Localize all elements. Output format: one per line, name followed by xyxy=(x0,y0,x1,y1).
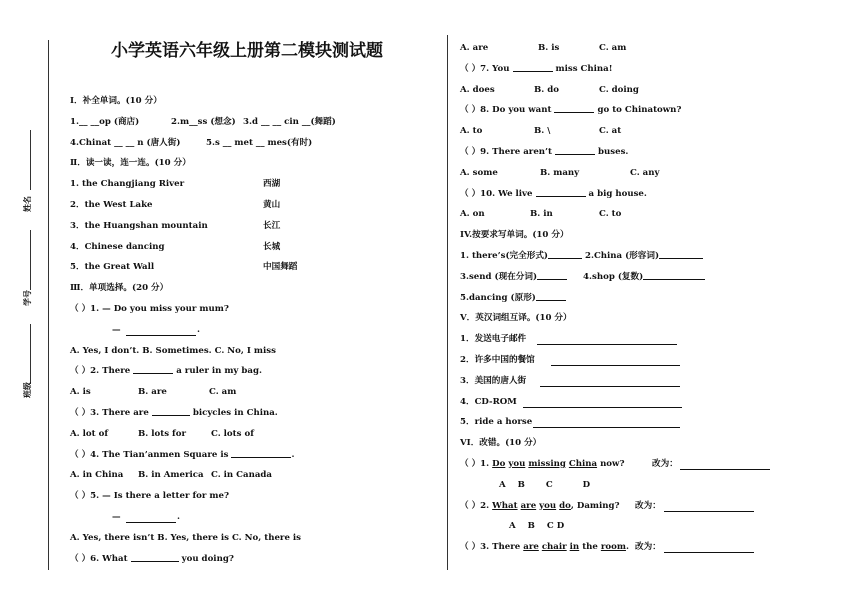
option-a: A. are xyxy=(460,43,489,53)
underlined-word: do xyxy=(559,500,571,511)
option-letters: A B C D xyxy=(509,521,565,532)
section1-row2 xyxy=(70,133,440,154)
word-fill-2: 2.m__ss (想念) xyxy=(171,116,236,127)
translate-row xyxy=(460,350,840,371)
dash: — xyxy=(112,324,121,335)
question-9 xyxy=(460,142,840,163)
sentence-end: . xyxy=(625,542,629,553)
translate-item: 4．CD-ROM xyxy=(460,396,517,407)
name-write-line xyxy=(30,130,31,190)
question-1-options: A. Yes, I don’t. B. Sometimes. C. No, I miss xyxy=(70,345,276,356)
answer-blank[interactable] xyxy=(536,290,566,301)
answer-blank[interactable] xyxy=(537,269,567,280)
answer-blank[interactable] xyxy=(664,542,754,553)
answer-blank[interactable] xyxy=(126,325,196,336)
section6-heading: VI．改错。(10 分） xyxy=(460,438,542,449)
underlined-word: you xyxy=(508,458,526,469)
section4-row1 xyxy=(460,246,840,267)
question-5-options: A. Yes, there isn’t B. Yes, there is C. No, there is xyxy=(70,532,302,543)
question-9-text-end: buses. xyxy=(598,146,629,157)
sentence-end: now? xyxy=(600,458,625,469)
answer-blank[interactable] xyxy=(664,501,754,512)
match-row xyxy=(70,195,440,216)
section5-heading: V．英汉词组互译。(10 分） xyxy=(460,313,572,324)
correction-3 xyxy=(460,537,840,558)
section4-row3 xyxy=(460,288,840,309)
match-en: 5．the Great Wall xyxy=(70,262,155,273)
option-b: B. in America xyxy=(138,470,204,481)
number-label: 学号 xyxy=(22,290,32,306)
question-6-text: （ ）6. What xyxy=(70,553,128,564)
option-b: B. lots for xyxy=(138,428,186,439)
match-en: 4．Chinese dancing xyxy=(70,241,165,252)
class-label: 班级 xyxy=(22,382,32,398)
question-3-text: （ ）3. There are xyxy=(70,407,149,418)
match-cn: 西湖 xyxy=(263,179,281,190)
correction-prefix: （ ）1. xyxy=(460,458,493,469)
dash: — xyxy=(112,511,121,522)
question-4-text: （ ）4. The Tian’anmen Square is xyxy=(70,449,229,460)
match-cn: 长城 xyxy=(263,241,281,252)
match-cn: 长江 xyxy=(263,220,281,231)
answer-blank[interactable] xyxy=(555,144,595,155)
option-b: B. are xyxy=(138,387,167,398)
word-form-1: 1. there’s(完全形式) xyxy=(460,250,548,261)
fix-label: 改为： xyxy=(652,458,678,469)
word-form-2: 2.China (形容词) xyxy=(584,250,660,261)
match-en: 1. the Changjiang River xyxy=(70,179,185,190)
question-6 xyxy=(70,549,440,570)
underlined-word: are xyxy=(523,542,539,553)
question-6-text-end: you doing? xyxy=(181,553,234,564)
underlined-word: missing xyxy=(528,458,566,469)
match-row xyxy=(70,237,440,258)
translate-row xyxy=(460,392,840,413)
class-write-line xyxy=(30,324,31,384)
question-8-options xyxy=(460,121,840,142)
answer-blank[interactable] xyxy=(548,248,582,259)
option-a: A. lot of xyxy=(70,428,109,439)
underlined-word: China xyxy=(568,458,598,469)
question-7-text-end: miss China! xyxy=(555,63,613,74)
word-fill-1: 1.__ __op (商店) xyxy=(70,116,140,127)
section2-heading: Ⅱ．读一读，连一连。(10 分） xyxy=(70,158,191,169)
section4-row2 xyxy=(460,267,840,288)
underlined-word: are xyxy=(520,500,537,511)
option-a: A. on xyxy=(460,209,485,220)
underlined-word: room xyxy=(600,542,626,553)
option-b: B. many xyxy=(540,167,580,178)
option-c: C. any xyxy=(630,167,660,178)
fix-label: 改为： xyxy=(635,542,661,553)
match-cn: 中国舞蹈 xyxy=(263,262,298,273)
answer-blank[interactable] xyxy=(536,186,586,197)
underlined-word: in xyxy=(569,542,580,553)
section4-heading: IV.按要求写单词。(10 分） xyxy=(460,230,569,241)
right-column xyxy=(460,38,840,558)
sentence-end: , Daming? xyxy=(570,500,620,511)
option-b: B. is xyxy=(538,43,560,53)
question-7 xyxy=(460,59,840,80)
answer-blank[interactable] xyxy=(533,417,680,428)
answer-blank[interactable] xyxy=(680,459,770,470)
translate-row xyxy=(460,412,840,433)
question-5-answer: — . xyxy=(70,507,440,528)
translate-item: 3．美国的唐人街 xyxy=(460,375,527,386)
translate-item: 1．发送电子邮件 xyxy=(460,334,527,345)
match-cn: 黄山 xyxy=(263,199,281,210)
question-6-options xyxy=(460,38,840,59)
correction-prefix: （ ）2. xyxy=(460,500,493,511)
underlined-word: What xyxy=(492,500,518,511)
answer-blank[interactable] xyxy=(540,376,680,387)
match-en: 2．the West Lake xyxy=(70,199,153,210)
match-row xyxy=(70,174,440,195)
word-form-5: 5.dancing (原形) xyxy=(460,292,536,303)
option-a: A. does xyxy=(460,84,495,95)
question-7-text: （ ）7. You xyxy=(460,63,510,74)
question-4 xyxy=(70,445,440,466)
word-fill-4: 4.Chinat __ __ n (唐人街) xyxy=(70,137,181,148)
word-fill-3: 3.d __ __ cin __(舞蹈) xyxy=(243,116,336,127)
question-3-options xyxy=(70,424,440,445)
option-c: C. in Canada xyxy=(211,470,272,481)
correction-prefix: （ ）3. There xyxy=(460,542,524,553)
answer-blank[interactable] xyxy=(133,363,173,374)
answer-blank[interactable] xyxy=(643,269,705,280)
question-3-text-end: bicycles in China. xyxy=(192,407,278,418)
translate-item: 5．ride a horse xyxy=(460,417,533,428)
match-en: 3．the Huangshan mountain xyxy=(70,220,208,231)
translate-item: 2．许多中国的餐馆 xyxy=(460,354,535,365)
question-9-text: （ ）9. There aren’t xyxy=(460,146,553,157)
question-5: （ ）5. — Is there a letter for me? xyxy=(70,491,230,502)
section1-heading: Ⅰ．补全单词。(10 分） xyxy=(70,96,162,106)
option-b: B. in xyxy=(530,209,553,220)
question-1-answer: — . xyxy=(70,320,440,341)
question-9-options xyxy=(460,163,840,184)
option-b: B. do xyxy=(534,84,559,95)
question-7-options xyxy=(460,80,840,101)
question-8 xyxy=(460,100,840,121)
question-2 xyxy=(70,361,440,382)
option-c: C. lots of xyxy=(211,428,254,439)
fix-label: 改为： xyxy=(635,500,661,511)
underlined-word: you xyxy=(539,500,557,511)
section1-row1 xyxy=(70,112,440,133)
page-title: 小学英语六年级上册第二模块测试题 xyxy=(111,41,383,61)
question-2-text: （ ）2. There xyxy=(70,366,131,377)
option-letters: A B C D xyxy=(499,479,591,490)
answer-blank[interactable] xyxy=(231,447,291,458)
answer-blank[interactable] xyxy=(659,248,703,259)
answer-blank[interactable] xyxy=(523,397,682,408)
correction-1 xyxy=(460,454,840,475)
name-label: 姓名 xyxy=(22,196,32,212)
option-a: A. some xyxy=(460,167,498,178)
correction-1-letters xyxy=(460,475,840,496)
answer-blank[interactable] xyxy=(513,61,553,72)
option-c: C. am xyxy=(599,43,627,53)
option-b: B. \ xyxy=(534,126,551,137)
correction-2-letters xyxy=(460,516,840,537)
match-row xyxy=(70,257,440,278)
word-form-3: 3.send (现在分词) xyxy=(460,271,538,282)
option-c: C. am xyxy=(209,387,237,398)
underlined-word: Do xyxy=(492,458,506,469)
option-c: C. at xyxy=(599,126,622,137)
section3-heading: Ⅲ．单项选择。(20 分） xyxy=(70,283,169,294)
period: . xyxy=(291,449,295,460)
question-10-text-end: a big house. xyxy=(588,188,647,199)
answer-blank[interactable] xyxy=(152,405,190,416)
number-write-line xyxy=(30,230,31,290)
option-a: A. to xyxy=(460,126,483,137)
translate-row xyxy=(460,371,840,392)
question-8-text: （ ）8. Do you want xyxy=(460,105,552,116)
option-a: A. in China xyxy=(70,470,124,481)
question-1: （ ）1. — Do you miss your mum? xyxy=(70,303,229,314)
question-4-options xyxy=(70,465,440,486)
word-fill-5: 5.s __ met __ mes(有时) xyxy=(206,137,313,148)
left-column xyxy=(70,91,440,569)
question-10-text: （ ）10. We live xyxy=(460,188,533,199)
binding-line xyxy=(48,40,49,570)
question-10-options xyxy=(460,204,840,225)
sentence-word: the xyxy=(582,542,598,553)
underlined-word: chair xyxy=(541,542,567,553)
option-c: C. to xyxy=(599,209,622,220)
translate-row xyxy=(460,329,840,350)
question-3 xyxy=(70,403,440,424)
answer-blank[interactable] xyxy=(131,551,179,562)
question-10 xyxy=(460,184,840,205)
word-form-4: 4.shop (复数) xyxy=(583,271,644,282)
match-row xyxy=(70,216,440,237)
option-c: C. doing xyxy=(599,84,639,95)
question-8-text-end: go to Chinatown? xyxy=(597,105,682,116)
option-a: A. is xyxy=(70,387,91,398)
correction-2 xyxy=(460,496,840,517)
question-2-options xyxy=(70,382,440,403)
question-2-text-end: a ruler in my bag. xyxy=(176,366,262,377)
answer-blank[interactable] xyxy=(551,355,680,366)
column-divider xyxy=(447,35,448,570)
answer-blank[interactable] xyxy=(126,512,176,523)
answer-blank[interactable] xyxy=(554,102,594,113)
answer-blank[interactable] xyxy=(537,334,677,345)
